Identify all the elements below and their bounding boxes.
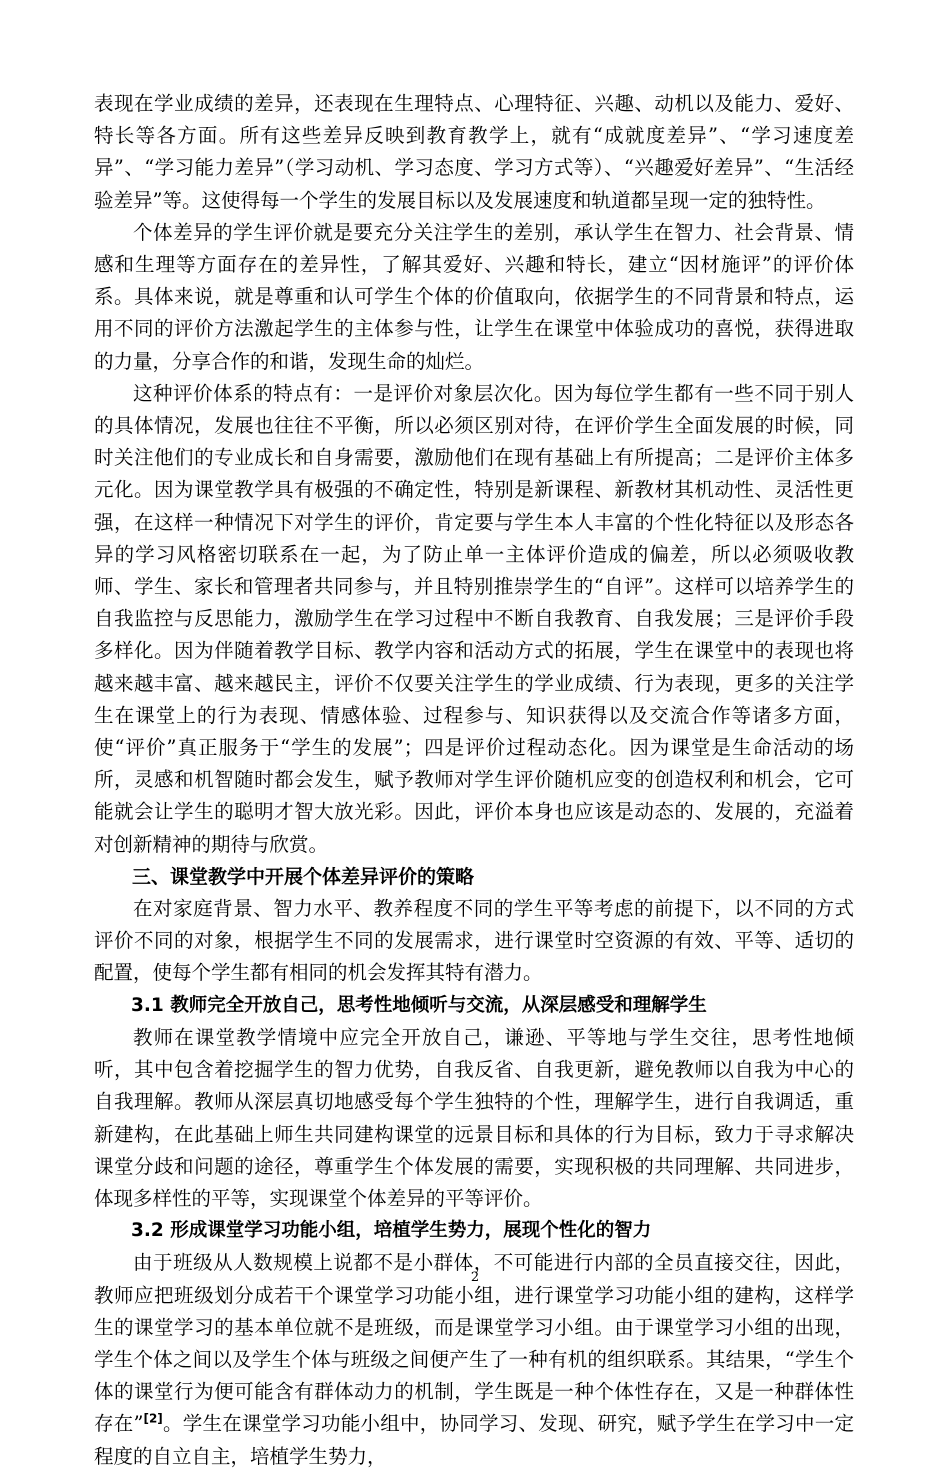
- paragraph-learning-groups-continued: 。学生在课堂学习功能小组中，协同学习、发现、研究，赋予学生在学习中一定程度的自立自主，培植学生势力，: [94, 1412, 854, 1468]
- section-heading-strategies: 三、课堂教学中开展个体差异评价的策略: [132, 865, 475, 888]
- paragraph-teacher-openness: 教师在课堂教学情境中应完全开放自己，谦逊、平等地与学生交往，思考性地倾听，其中包含着挖掘学生的智力优势，自我反省、自我更新，避免教师以自我为中心的自我理解。教师从深层真切地感受每个学生独特的个性，理解学生，进行自我调适，重新建构，在此基础上师生共同建构课堂的远景目标和具体的行为目标，致力于寻求解决课堂分歧和问题的途径，尊重学生个体发展的需要，实现积极的共同理解、共同进步，体现多样性的平等，实现课堂个体差异的平等评价。: [94, 1025, 854, 1210]
- citation-reference: [2]: [143, 1411, 163, 1426]
- document-body: [94, 88, 854, 1473]
- paragraph-evaluation-features: 这种评价体系的特点有：一是评价对象层次化。因为每位学生都有一些不同于别人的具体情况，发展也往往不平衡，所以必须区别对待，在评价学生全面发展的时候，同时关注他们的专业成长和自身需要，激励他们在现有基础上有所提高；二是评价主体多元化。因为课堂教学具有极强的不确定性，特别是新课程、新教材其机动性、灵活性更强，在这样一种情况下对学生的评价，肯定要与学生本人丰富的个性化特征以及形态各异的学习风格密切联系在一起，为了防止单一主体评价造成的偏差，所以必须吸收教师、学生、家长和管理者共同参与，并且特别推崇学生的“自评”。这样可以培养学生的自我监控与反思能力，激励学生在学习过程中不断自我教育、自我发展；三是评价手段多样化。因为伴随着教学目标、教学内容和活动方式的拓展，学生在课堂中的表现也将越来越丰富、越来越民主，评价不仅要关注学生的学业成绩、行为表现，更多的关注学生在课堂上的行为表现、情感体验、过程参与、知识获得以及交流合作等诸多方面，使“评价”真正服务于“学生的发展”；四是评价过程动态化。因为课堂是生命活动的场所，灵感和机智随时都会发生，赋予教师对学生评价随机应变的创造权利和机会，它可能就会让学生的聪明才智大放光彩。因此，评价本身也应该是动态的、发展的，充溢着对创新精神的期待与欣赏。: [94, 381, 854, 856]
- paragraph-evaluation-definition: 个体差异的学生评价就是要充分关注学生的差别，承认学生在智力、社会背景、情感和生理等方面存在的差异性，了解其爱好、兴趣和特长，建立“因材施评”的评价体系。具体来说，就是尊重和认可学生个体的价值取向，依据学生的不同背景和特点，运用不同的评价方法激起学生的主体参与性，让学生在课堂中体验成功的喜悦，获得进取的力量，分享合作的和谐，发现生命的灿烂。: [94, 220, 854, 373]
- subsection-heading-3-1: 3.1 教师完全开放自己，思考性地倾听与交流，从深层感受和理解学生: [131, 994, 707, 1016]
- paragraph-individual-differences: 表现在学业成绩的差异，还表现在生理特点、心理特征、兴趣、动机以及能力、爱好、特长等各方面。所有这些差异反映到教育教学上，就有“成就度差异”、“学习速度差异”、“学习能力差异”（学习动机、学习态度、学习方式等）、“兴趣爱好差异”、“生活经验差异”等。这使得每一个学生的发展目标以及发展速度和轨道都呈现一定的独特性。: [94, 92, 854, 212]
- page-number: 2: [470, 1270, 480, 1285]
- paragraph-strategies-intro: 在对家庭背景、智力水平、教养程度不同的学生平等考虑的前提下，以不同的方式评价不同的对象，根据学生不同的发展需求，进行课堂时空资源的有效、平等、适切的配置，使每个学生都有相同的机会发挥其特有潜力。: [94, 897, 854, 985]
- subsection-heading-3-2: 3.2 形成课堂学习功能小组，培植学生势力，展现个性化的智力: [131, 1220, 652, 1242]
- paragraph-learning-groups-text: 由于班级从人数规模上说都不是小群体，不可能进行内部的全员直接交往，因此，教师应把班级划分成若干个课堂学习功能小组，进行课堂学习功能小组的建构，这样学生的课堂学习的基本单位就不是班级，而是课堂学习小组。由于课堂学习小组的出现，学生个体之间以及学生个体与班级之间便产生了一种有机的组织联系。其结果，“学生个体的课堂行为便可能含有群体动力的机制，学生既是一种个体性存在，又是一种群体性存在”: [94, 1251, 854, 1436]
